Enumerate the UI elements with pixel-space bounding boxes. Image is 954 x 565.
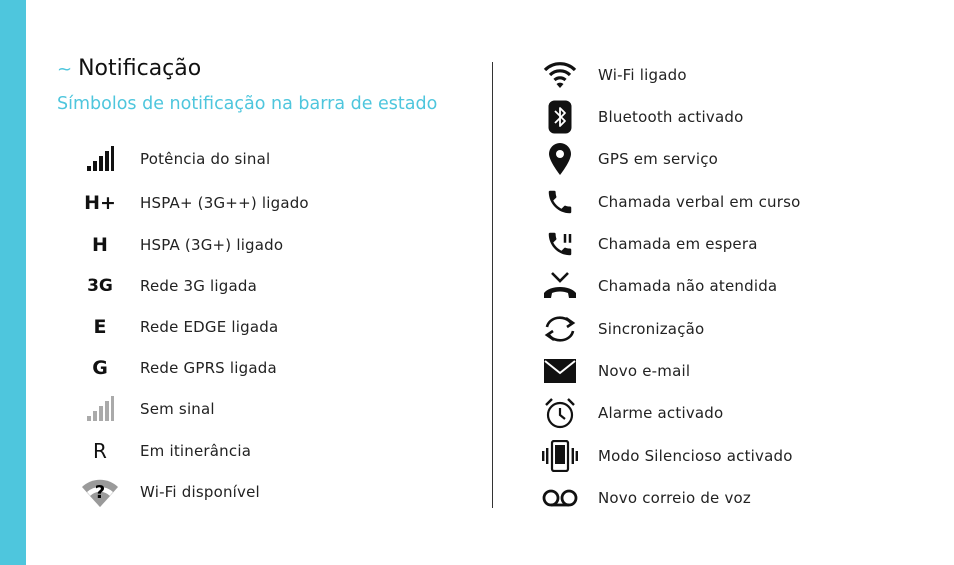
- item-label: Chamada verbal em curso: [598, 193, 801, 211]
- item-label: Novo correio de voz: [598, 489, 751, 507]
- item-label: Rede EDGE ligada: [140, 318, 279, 336]
- phone-hold-icon: [540, 227, 580, 261]
- section-subtitle: Símbolos de notificação na barra de estado: [57, 94, 438, 114]
- wifi-available-icon: ?: [80, 475, 120, 509]
- no-signal-icon: [80, 392, 120, 426]
- title-text: Notificação: [78, 56, 202, 81]
- page-title: [57, 56, 201, 81]
- item-label: Modo Silencioso activado: [598, 447, 793, 465]
- item-label: Sincronização: [598, 320, 705, 338]
- item-label: Chamada em espera: [598, 235, 758, 253]
- phone-call-icon: [540, 185, 580, 219]
- bluetooth-icon: [540, 100, 580, 134]
- column-divider: [492, 62, 493, 508]
- item-label: Wi-Fi disponível: [140, 483, 260, 501]
- alarm-clock-icon: [540, 396, 580, 430]
- item-label: Sem sinal: [140, 400, 215, 418]
- 3g-icon: 3G: [87, 276, 113, 296]
- item-label: Potência do sinal: [140, 150, 271, 168]
- item-label: Em itinerância: [140, 442, 252, 460]
- item-label: Bluetooth activado: [598, 108, 744, 126]
- wifi-icon: [540, 58, 580, 92]
- vibrate-phone-icon: [540, 439, 580, 473]
- roaming-icon: R: [93, 439, 107, 463]
- signal-strength-icon: [80, 142, 120, 176]
- item-label: Wi-Fi ligado: [598, 66, 687, 84]
- email-icon: [540, 354, 580, 388]
- item-label: HSPA+ (3G++) ligado: [140, 194, 309, 212]
- accent-side-bar: [0, 0, 26, 565]
- item-label: Rede GPRS ligada: [140, 359, 277, 377]
- edge-icon: E: [93, 316, 107, 338]
- item-label: Chamada não atendida: [598, 277, 778, 295]
- missed-call-icon: [540, 269, 580, 303]
- voicemail-icon: [540, 481, 580, 515]
- gprs-icon: G: [92, 357, 108, 379]
- item-label: Alarme activado: [598, 404, 724, 422]
- item-label: HSPA (3G+) ligado: [140, 236, 284, 254]
- item-label: Rede 3G ligada: [140, 277, 257, 295]
- item-label: Novo e-mail: [598, 362, 691, 380]
- hspa-plus-icon: H+: [84, 192, 116, 214]
- title-prefix: ~: [57, 59, 73, 80]
- hspa-icon: H: [92, 234, 108, 256]
- item-label: GPS em serviço: [598, 150, 719, 168]
- gps-pin-icon: [540, 142, 580, 176]
- sync-icon: [540, 312, 580, 346]
